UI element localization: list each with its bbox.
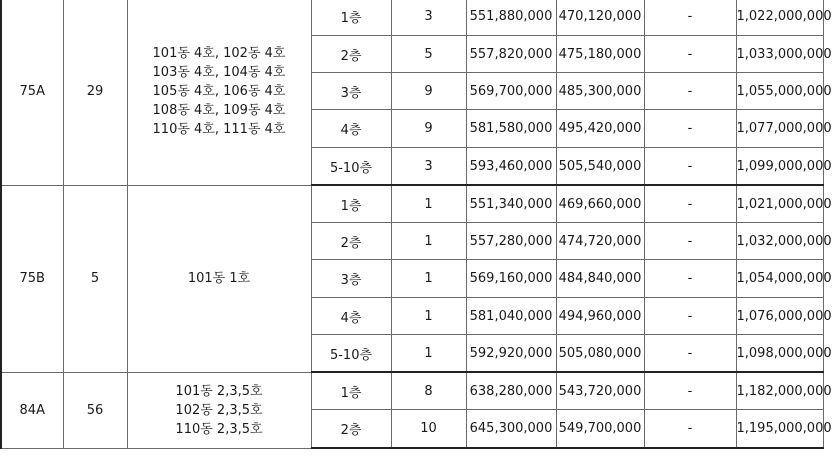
supply-units-cell: 29 (63, 0, 127, 185)
vat-cell: - (644, 298, 736, 335)
land-cell: 557,280,000 (466, 223, 556, 260)
count-cell: 1 (391, 335, 466, 373)
floor-cell: 3층 (311, 73, 391, 110)
building-cell: 495,420,000 (556, 110, 644, 148)
count-cell: 1 (391, 223, 466, 260)
total-cell: 1,022,000,000 (736, 0, 823, 36)
total-cell: 1,182,000,000 (736, 372, 823, 410)
total-cell: 1,098,000,000 (736, 335, 823, 373)
vat-cell: - (644, 372, 736, 410)
land-cell: 638,280,000 (466, 372, 556, 410)
land-cell: 581,040,000 (466, 298, 556, 335)
vat-cell: - (644, 335, 736, 373)
table-row (1, 185, 823, 223)
count-cell: 5 (391, 36, 466, 73)
count-cell: 9 (391, 73, 466, 110)
dong-ho-cell (127, 372, 311, 448)
building-cell: 505,080,000 (556, 335, 644, 373)
total-cell: 1,077,000,000 (736, 110, 823, 148)
vat-cell: - (644, 36, 736, 73)
building-cell: 485,300,000 (556, 73, 644, 110)
vat-cell: - (644, 110, 736, 148)
table-row (1, 0, 823, 36)
floor-cell: 4층 (311, 298, 391, 335)
count-cell: 1 (391, 298, 466, 335)
total-cell: 1,021,000,000 (736, 185, 823, 223)
floor-cell: 2층 (311, 223, 391, 260)
table-body (1, 0, 832, 448)
floor-cell: 5-10층 (311, 335, 391, 373)
land-cell: 569,160,000 (466, 260, 556, 298)
housing-type-cell: 75B (1, 185, 63, 372)
dong-ho-line: 110동 4호, 111동 4호 (152, 121, 286, 137)
building-cell: 484,840,000 (556, 260, 644, 298)
dong-ho-line: 101동 4호, 102동 4호 (152, 45, 286, 61)
floor-cell: 2층 (311, 410, 391, 449)
vat-cell: - (644, 0, 736, 36)
building-cell: 474,720,000 (556, 223, 644, 260)
count-cell: 1 (391, 185, 466, 223)
floor-cell: 1층 (311, 185, 391, 223)
building-cell: 470,120,000 (556, 0, 644, 36)
vat-cell: - (644, 260, 736, 298)
total-cell: 1,032,000,000 (736, 223, 823, 260)
supply-units-cell: 5 (63, 185, 127, 372)
building-cell: 549,700,000 (556, 410, 644, 449)
dong-ho-cell (127, 0, 311, 185)
building-cell: 475,180,000 (556, 36, 644, 73)
total-cell: 1,033,000,000 (736, 36, 823, 73)
dong-ho-line: 110동 2,3,5호 (175, 421, 263, 437)
table-row (1, 372, 823, 410)
land-cell: 569,700,000 (466, 73, 556, 110)
count-cell: 3 (391, 148, 466, 186)
total-cell: 1,054,000,000 (736, 260, 823, 298)
dong-ho-line: 101동 1호 (187, 271, 251, 286)
total-cell: 1,076,000,000 (736, 298, 823, 335)
land-cell: 557,820,000 (466, 36, 556, 73)
floor-cell: 1층 (311, 372, 391, 410)
count-cell: 3 (391, 0, 466, 36)
vat-cell: - (644, 185, 736, 223)
housing-type-cell: 84A (1, 372, 63, 448)
building-cell: 469,660,000 (556, 185, 644, 223)
total-cell: 1,099,000,000 (736, 148, 823, 186)
land-cell: 593,460,000 (466, 148, 556, 186)
housing-type-cell: 75A (1, 0, 63, 185)
dong-ho-line: 108동 4호, 109동 4호 (152, 102, 286, 118)
building-cell: 543,720,000 (556, 372, 644, 410)
dong-ho-line: 103동 4호, 104동 4호 (152, 64, 286, 80)
building-cell: 494,960,000 (556, 298, 644, 335)
land-cell: 581,580,000 (466, 110, 556, 148)
floor-cell: 4층 (311, 110, 391, 148)
building-cell: 505,540,000 (556, 148, 644, 186)
land-cell: 551,880,000 (466, 0, 556, 36)
total-cell: 1,055,000,000 (736, 73, 823, 110)
vat-cell: - (644, 410, 736, 449)
vat-cell: - (644, 148, 736, 186)
land-cell: 592,920,000 (466, 335, 556, 373)
land-cell: 645,300,000 (466, 410, 556, 449)
count-cell: 9 (391, 110, 466, 148)
dong-ho-line: 105동 4호, 106동 4호 (152, 83, 286, 99)
dong-ho-line: 102동 2,3,5호 (175, 402, 263, 418)
floor-cell: 5-10층 (311, 148, 391, 186)
floor-cell: 3층 (311, 260, 391, 298)
floor-cell: 1층 (311, 0, 391, 36)
vat-cell: - (644, 223, 736, 260)
total-cell: 1,195,000,000 (736, 410, 823, 449)
count-cell: 8 (391, 372, 466, 410)
count-cell: 10 (391, 410, 466, 449)
dong-ho-line: 101동 2,3,5호 (175, 383, 263, 399)
supply-units-cell: 56 (63, 372, 127, 448)
dong-ho-cell (127, 185, 311, 372)
land-cell: 551,340,000 (466, 185, 556, 223)
floor-cell: 2층 (311, 36, 391, 73)
count-cell: 1 (391, 260, 466, 298)
vat-cell: - (644, 73, 736, 110)
